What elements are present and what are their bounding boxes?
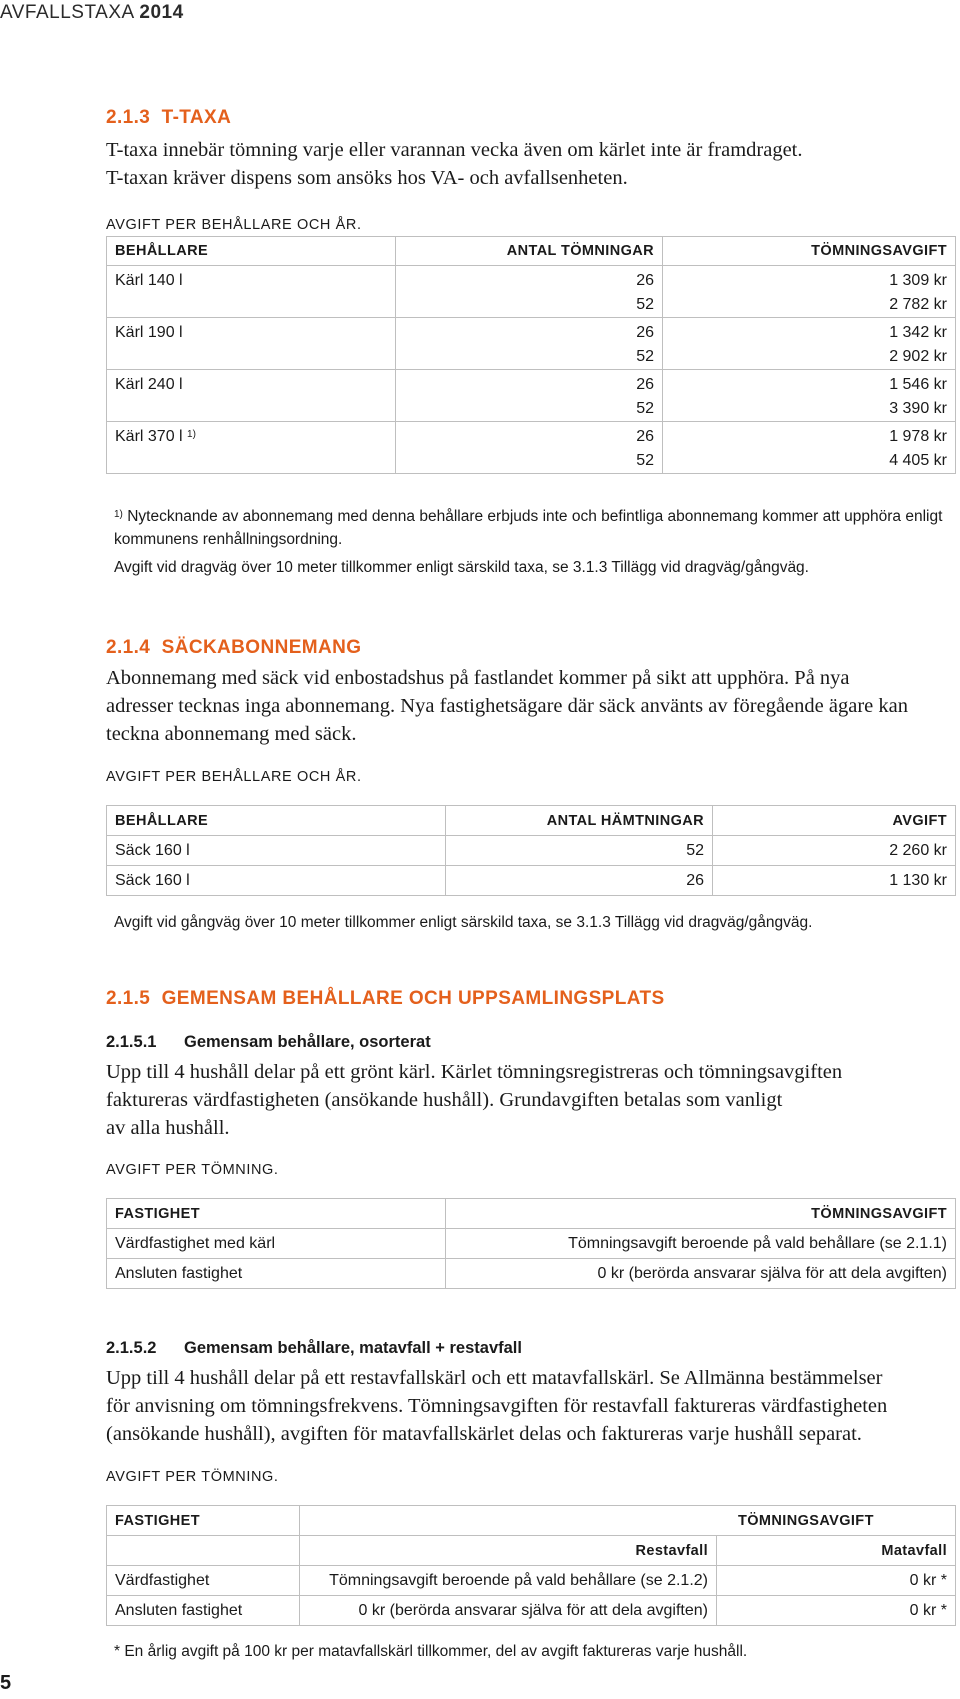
food-residual-table: FASTIGHET TÖMNINGSAVGIFT Restavfall Matavfall Värdfastighet Tömningsavgift beroende på vald behållare (se 2.1.2) 0 kr * Ansluten fastighet 0 kr (berörda ansvarar själva för att dela avgiften) 0 kr * [106,1505,956,1626]
subsection-heading-food-residual: 2.1.5.2 Gemensam behållare, matavfall + restavfall [106,1339,522,1357]
page-number: 5 [0,1672,12,1694]
sack-table: BEHÅLLARE ANTAL HÄMTNINGAR AVGIFT Säck 160 l 52 2 260 kr Säck 160 l 26 1 130 kr [106,805,956,896]
section-heading-shared: 2.1.5 GEMENSAM BEHÅLLARE OCH UPPSAMLINGSPLATS [106,988,665,1009]
t-taxa-table [106,236,956,474]
section-heading-t-taxa: 2.1.3 T-TAXA [106,107,232,128]
section-heading-sack: 2.1.4 SÄCKABONNEMANG [106,637,362,658]
table-row: Kärl 140 l 26 52 1 309 kr 2 782 kr [107,266,956,318]
unsorted-table: FASTIGHET TÖMNINGSAVGIFT Värdfastighet med kärl Tömningsavgift beroende på vald behållare (se 2.1.1) Ansluten fastighet 0 kr (berörda ansvarar själva för att dela avgiften) [106,1198,956,1289]
t-taxa-footnote: $^{1)}$ Nytecknande av abonnemang med denna behållare erbjuds inte och befintliga abonnemang kommer att upphöra enligt kommunens renhållningsordning. [114,508,943,548]
unsorted-intro: Upp till 4 hushåll delar på ett grönt kärl. Kärlet tömningsregistreras och tömningsavgiften faktureras värdfastigheten (ansökande hushåll). Grundavgiften betalas som vanligt av alla hushåll. [106,1061,843,1139]
table-row: Värdfastighet med kärl Tömningsavgift beroende på vald behållare (se 2.1.1) [107,1229,956,1259]
table-row: Ansluten fastighet 0 kr (berörda ansvarar själva för att dela avgiften) 0 kr * [107,1596,956,1626]
table-row: Säck 160 l 52 2 260 kr [107,836,956,866]
header-title: AVFALLSTAXA [0,2,134,23]
sack-table-label: AVGIFT PER BEHÅLLARE OCH ÅR. [106,769,362,785]
col-header-fee: TÖMNINGSAVGIFT [663,237,956,266]
t-taxa-note: Avgift vid dragväg över 10 meter tillkommer enligt särskild taxa, se 3.1.3 Tillägg vid dragväg/gångväg. [114,559,809,576]
sack-intro: Abonnemang med säck vid enbostadshus på fastlandet kommer på sikt att upphöra. På nya adresser tecknas inga abonnemang. Nya fastighetsägare där säck använts av föregående ägare kan teckna abonnemang med säck. [106,667,908,745]
table-row: Kärl 370 l $^{1)}$ 26 52 1 978 kr 4 405 kr [107,422,956,474]
food-residual-intro: Upp till 4 hushåll delar på ett restavfallskärl och ett matavfallskärl. Se Allmänna bestämmelser för anvisning om tömningsfrekvens. Tömningsavgiften för restavfall faktureras värdfastigheten (ansökande hushåll), avgiften för matavfallskärlet delas och faktureras varje hushåll separat. [106,1367,888,1445]
subsection-heading-unsorted: 2.1.5.1 Gemensam behållare, osorterat [106,1033,431,1051]
running-header [0,2,184,24]
table-row: Säck 160 l 26 1 130 kr [107,866,956,896]
food-residual-footnote: * En årlig avgift på 100 kr per matavfallskärl tillkommer, del av avgift faktureras varje hushåll. [114,1643,748,1660]
table-row: Kärl 190 l 26 52 1 342 kr 2 902 kr [107,318,956,370]
food-residual-table-label: AVGIFT PER TÖMNING. [106,1469,279,1485]
t-taxa-intro: T-taxa innebär tömning varje eller varannan vecka även om kärlet inte är framdraget. T-taxan kräver dispens som ansöks hos VA- och avfallsenheten. [106,139,803,189]
header-year: 2014 [139,2,184,23]
col-header-container: BEHÅLLARE [107,237,396,266]
table-row: Kärl 240 l 26 52 1 546 kr 3 390 kr [107,370,956,422]
t-taxa-table-label: AVGIFT PER BEHÅLLARE OCH ÅR. [106,217,362,233]
col-header-count: ANTAL TÖMNINGAR [396,237,663,266]
footnote-marker: 1) [187,429,196,440]
table-row: Ansluten fastighet 0 kr (berörda ansvarar själva för att dela avgiften) [107,1259,956,1289]
unsorted-table-label: AVGIFT PER TÖMNING. [106,1162,279,1178]
sack-note: Avgift vid gångväg över 10 meter tillkommer enligt särskild taxa, se 3.1.3 Tillägg vid dragväg/gångväg. [114,914,813,931]
table-row: Värdfastighet Tömningsavgift beroende på vald behållare (se 2.1.2) 0 kr * [107,1566,956,1596]
